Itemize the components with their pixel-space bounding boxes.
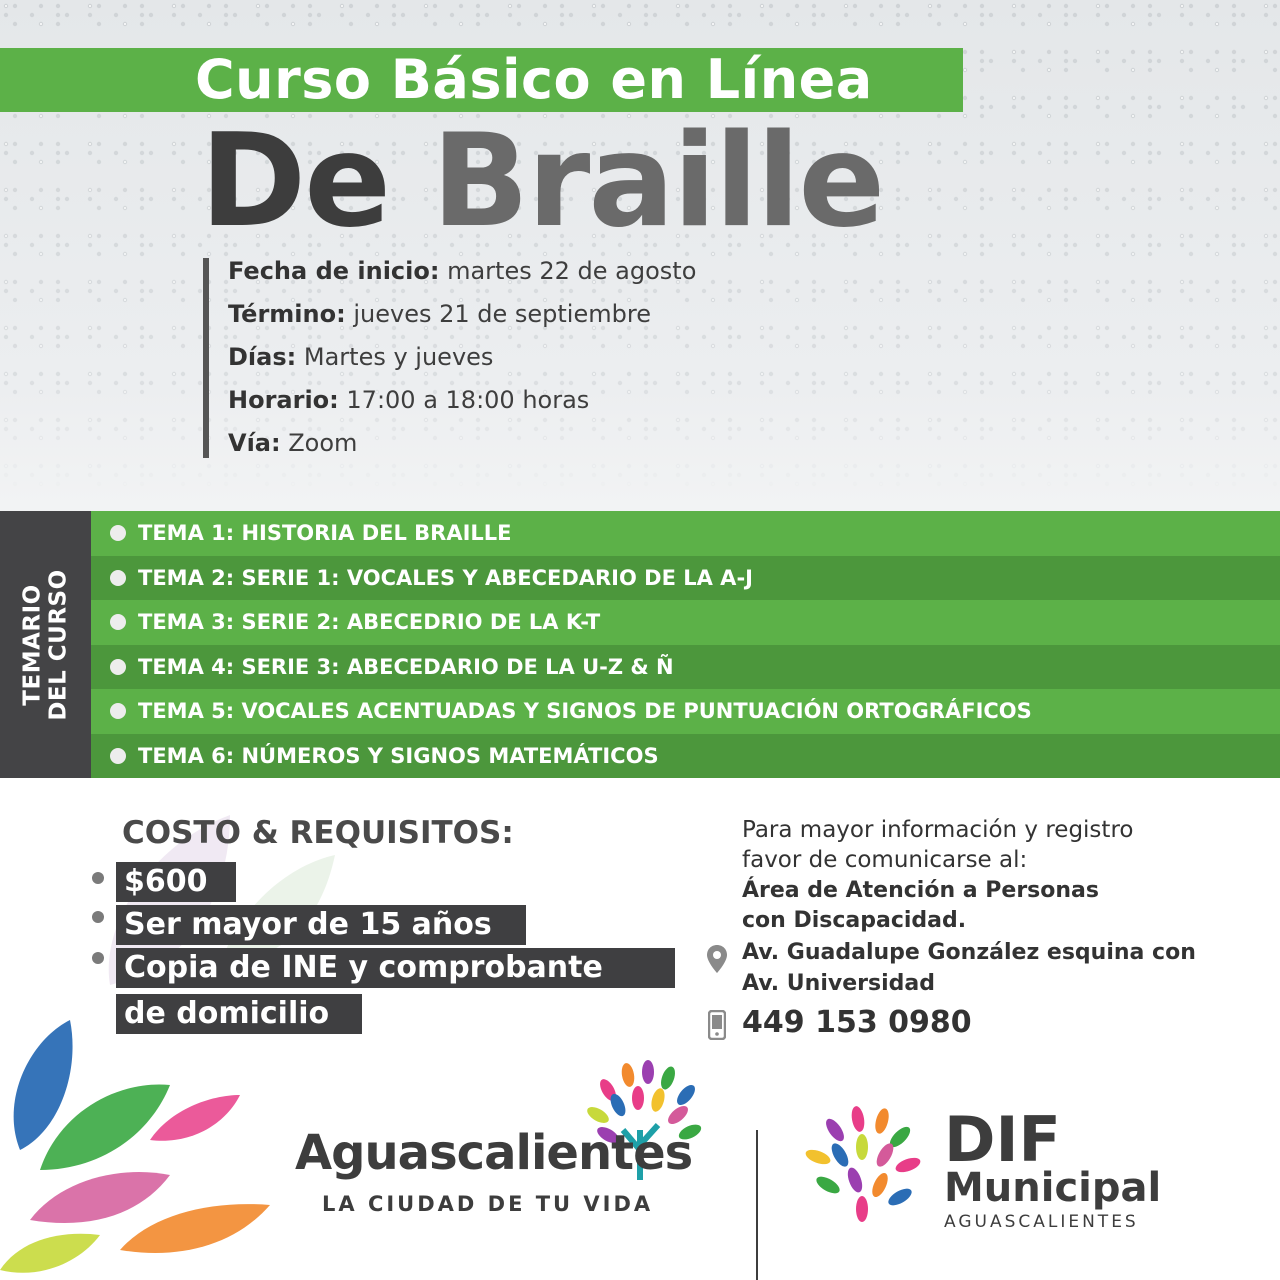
detail-value: jueves 21 de septiembre: [353, 300, 651, 328]
tema-row-4: [91, 645, 1280, 690]
detail-label: Fecha de inicio:: [228, 257, 440, 285]
bullet-dot: [110, 659, 126, 675]
detail-end-date: [228, 296, 651, 332]
detail-schedule: [228, 382, 589, 418]
tema-label: TEMA 1: HISTORIA DEL BRAILLE: [138, 521, 512, 546]
logo-divider: [756, 1130, 758, 1280]
contact-area-line1: Área de Atención a Personas: [742, 878, 1099, 903]
contact-area-line2: con Discapacidad.: [742, 908, 967, 933]
tema-row-3: [91, 600, 1280, 645]
city-logo-tagline: LA CIUDAD DE TU VIDA: [322, 1192, 654, 1216]
details-accent-bar: [203, 258, 209, 458]
bullet-dot: [92, 952, 104, 964]
temario-label-line2: DEL CURSO: [45, 568, 72, 721]
course-title: [200, 107, 884, 256]
detail-value: Martes y jueves: [303, 343, 494, 371]
bullet-dot: [92, 872, 104, 884]
dif-logo-location: AGUASCALIENTES: [944, 1212, 1139, 1232]
contact-phone: 449 153 0980: [742, 1005, 972, 1040]
detail-days: [228, 339, 493, 375]
dif-logo-title: DIF: [944, 1103, 1061, 1176]
detail-value: 17:00 a 18:00 horas: [346, 386, 590, 414]
title-word-de: De: [200, 107, 390, 256]
contact-address-line2: Av. Universidad: [742, 971, 935, 996]
location-pin-icon: [706, 944, 728, 974]
contact-address-line1: Av. Guadalupe González esquina con: [742, 940, 1196, 965]
decorative-leaves: [0, 1000, 300, 1280]
temario-label-line1: TEMARIO: [19, 583, 46, 706]
temario-side-label: [0, 511, 91, 778]
bullet-dot: [110, 748, 126, 764]
tema-row-6: [91, 734, 1280, 779]
bullet-dot: [110, 614, 126, 630]
detail-platform: [228, 425, 357, 461]
bullet-dot: [110, 570, 126, 586]
detail-label: Días:: [228, 343, 297, 371]
tema-label: TEMA 6: NÚMEROS Y SIGNOS MATEMÁTICOS: [138, 743, 659, 768]
requirement-documents-line1: Copia de INE y comprobante: [116, 948, 675, 988]
bullet-dot: [110, 703, 126, 719]
dif-logo-subtitle: Municipal: [944, 1165, 1162, 1211]
contact-intro-line2: favor de comunicarse al:: [742, 847, 1028, 873]
detail-label: Horario:: [228, 386, 339, 414]
tema-row-2: [91, 556, 1280, 601]
requirement-age: Ser mayor de 15 años: [116, 905, 526, 945]
detail-start-date: [228, 253, 696, 289]
course-subtitle: Curso Básico en Línea: [195, 48, 873, 111]
costo-heading: COSTO & REQUISITOS:: [122, 815, 514, 851]
tema-row-1: [91, 511, 1280, 556]
bullet-dot: [110, 525, 126, 541]
detail-value: martes 22 de agosto: [447, 257, 697, 285]
dif-flower-icon: [800, 1105, 930, 1225]
contact-intro-line1: Para mayor información y registro: [742, 817, 1134, 843]
tema-label: TEMA 5: VOCALES ACENTUADAS Y SIGNOS DE PUNTUACIÓN ORTOGRÁFICOS: [138, 699, 1032, 724]
title-word-braille: Braille: [431, 107, 884, 256]
requirement-documents-line2: de domicilio: [116, 994, 362, 1034]
tema-label: TEMA 4: SERIE 3: ABECEDARIO DE LA U-Z & Ñ: [138, 654, 674, 679]
detail-value: Zoom: [288, 429, 358, 457]
detail-label: Vía:: [228, 429, 281, 457]
tema-label: TEMA 2: SERIE 1: VOCALES Y ABECEDARIO DE LA A-J: [138, 565, 753, 590]
detail-label: Término:: [228, 300, 346, 328]
mobile-phone-icon: [708, 1010, 726, 1040]
city-logo-wordmark: Aguascalientes: [295, 1125, 693, 1181]
tema-row-5: [91, 689, 1280, 734]
requirement-price: $600: [116, 862, 236, 902]
tema-label: TEMA 3: SERIE 2: ABECEDRIO DE LA K-T: [138, 610, 601, 635]
bullet-dot: [92, 911, 104, 923]
